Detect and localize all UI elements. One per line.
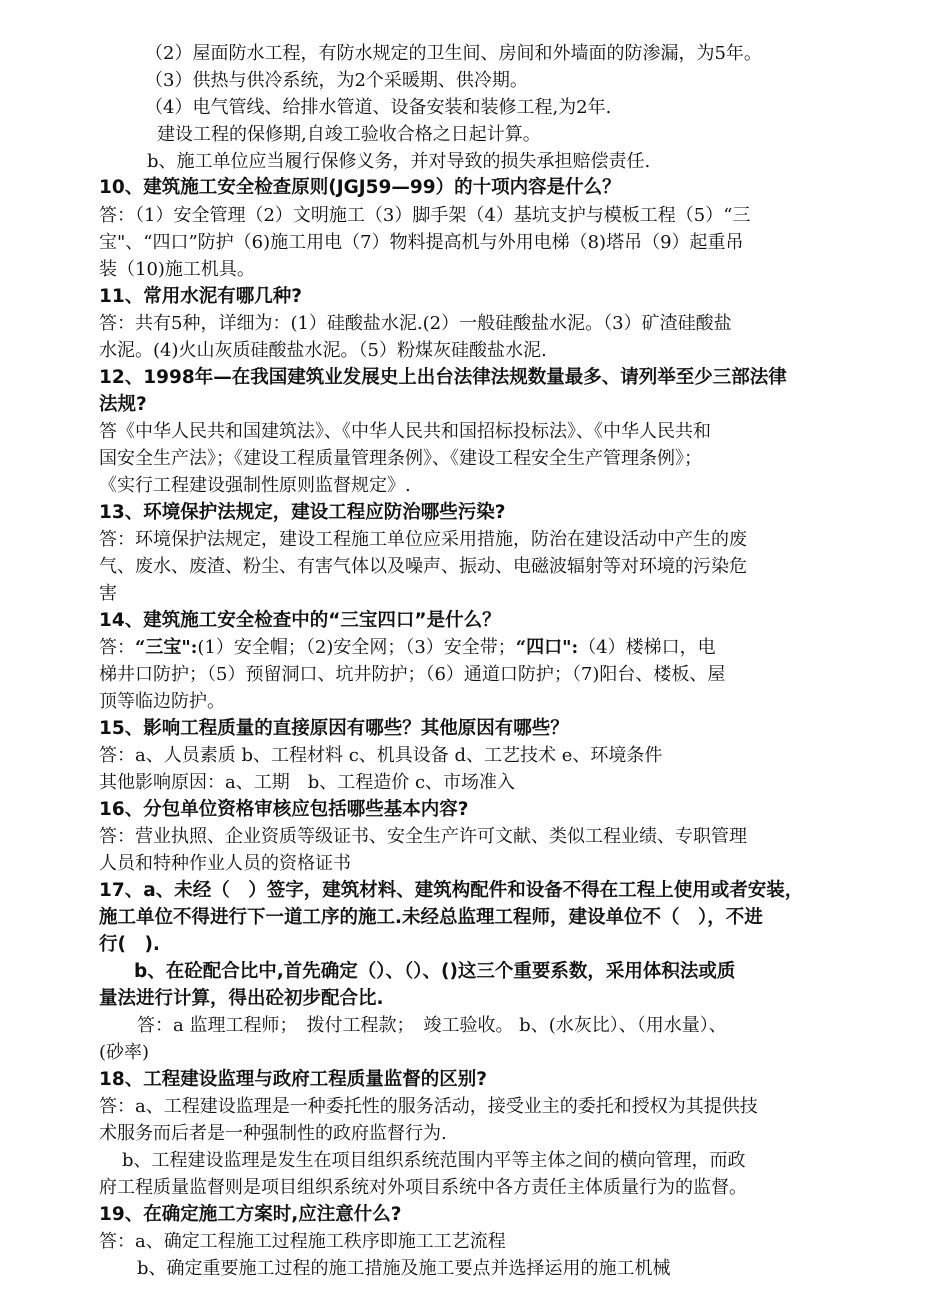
question-16: 16、分包单位资格审核应包括哪些基本内容? (99, 799, 469, 820)
answer-line: 答：a、确定工程施工过程施工秩序即施工工艺流程 (99, 1231, 506, 1252)
answer-line: 府工程质量监督则是项目组织系统对外项目系统中各方责任主体质量行为的监督。 (99, 1177, 747, 1198)
answer-line: 人员和特种作业人员的资格证书 (99, 853, 351, 874)
answer-line: 答：共有5种，详细为：(1）硅酸盐水泥.(2）一般硅酸盐水泥。（3）矿渣硅酸盐 (99, 313, 732, 334)
text-line: b、施工单位应当履行保修义务，并对导致的损失承担赔偿责任. (147, 151, 651, 172)
question-10: 10、建筑施工安全检查原则(JGJ59—99）的十项内容是什么？ (99, 177, 621, 198)
question-17a-cont: 行( ). (99, 934, 160, 955)
question-15: 15、影响工程质量的直接原因有哪些？其他原因有哪些？ (99, 718, 569, 739)
answer-line: b、确定重要施工过程的施工措施及施工要点并选择运用的施工机械 (137, 1258, 671, 1279)
answer-line: 答：a、工程建设监理是一种委托性的服务活动，接受业主的委托和授权为其提供技 (99, 1096, 758, 1117)
answer-line: 答：a、人员素质 b、工程材料 c、机具设备 d、工艺技术 e、环境条件 (99, 745, 663, 766)
answer-line: 答：（1）安全管理（2）文明施工（3）脚手架（4）基坑支护与模板工程（5）“三 (99, 205, 751, 226)
answer-line: (砂率) (99, 1042, 150, 1063)
question-12: 12、1998年—在我国建筑业发展史上出台法律法规数量最多、请列举至少三部法律 (99, 367, 787, 388)
question-17a: 17、a、未经（ ）签字，建筑材料、建筑构配件和设备不得在工程上使用或者安装， (99, 880, 804, 901)
question-14: 14、建筑施工安全检查中的“三宝四口”是什么？ (99, 610, 501, 631)
four-openings-label: “四口": (515, 637, 579, 658)
answer-line: 《实行工程建设强制性原则监督规定》. (99, 475, 411, 496)
answer-line: 装（10)施工机具。 (99, 259, 255, 280)
three-treasures-label: “三宝": (135, 637, 198, 658)
question-18: 18、工程建设监理与政府工程质量监督的区别? (99, 1069, 487, 1090)
answer-line: 答：营业执照、企业资质等级证书、安全生产许可文献、类似工程业绩、专职管理 (99, 826, 747, 847)
question-17b: b、在砼配合比中,首先确定（）、（）、()这三个重要系数，采用体积法或质 (134, 961, 736, 982)
question-11: 11、常用水泥有哪几种? (99, 286, 302, 307)
text-line: （4）电气管线、给排水管道、设备安装和装修工程,为2年. (145, 97, 612, 118)
answer-line (99, 635, 716, 661)
answer-line: 顶等临边防护。 (99, 691, 225, 712)
answer-line: 答《中华人民共和国建筑法》、《中华人民共和国招标投标法》、《中华人民共和 (99, 421, 711, 442)
answer-line: 害 (99, 583, 117, 604)
answer-line: 术服务而后者是一种强制性的政府监督行为. (99, 1123, 447, 1144)
answer-line: 答：环境保护法规定，建设工程施工单位应采用措施，防治在建设活动中产生的废 (99, 529, 747, 550)
answer-line: 水泥。(4)火山灰质硅酸盐水泥。（5）粉煤灰硅酸盐水泥. (99, 340, 547, 361)
answer-line: b、工程建设监理是发生在项目组织系统范围内平等主体之间的横向管理，而政 (122, 1150, 746, 1171)
question-12-cont: 法规? (99, 394, 147, 415)
question-13: 13、环境保护法规定，建设工程应防治哪些污染? (99, 502, 506, 523)
answer-line: 梯井口防护；（5）预留洞口、坑井防护；（6）通道口防护；（7)阳台、楼板、屋 (99, 664, 726, 685)
three-treasures-items: (1）安全帽；（2)安全网；（3）安全带； (197, 637, 516, 658)
text-line: 建设工程的保修期,自竣工验收合格之日起计算。 (157, 124, 541, 145)
answer-line: 宝"、“四口”防护（6)施工用电（7）物料提高机与外用电梯（8)塔吊（9）起重吊 (99, 232, 744, 253)
four-openings-items: （4）楼梯口，电 (578, 637, 716, 658)
answer-line: 气、废水、废渣、粉尘、有害气体以及噪声、振动、电磁波辐射等对环境的污染危 (99, 556, 747, 577)
text-line: （2）屋面防水工程，有防水规定的卫生间、房间和外墙面的防渗漏，为5年。 (145, 43, 762, 64)
question-19: 19、在确定施工方案时,应注意什么? (99, 1204, 402, 1225)
answer-line: 国安全生产法》；《建设工程质量管理条例》、《建设工程安全生产管理条例》； (99, 448, 702, 469)
question-17a-cont: 施工单位不得进行下一道工序的施工.未经总监理工程师，建设单位不（ ），不进 (99, 907, 763, 928)
answer-prefix: 答： (99, 637, 135, 658)
text-line: （3）供热与供冷系统，为2个采暖期、供冷期。 (145, 70, 528, 91)
question-17b-cont: 量法进行计算，得出砼初步配合比. (99, 988, 384, 1009)
answer-line: 其他影响原因：a、工期 b、工程造价 c、市场准入 (99, 772, 516, 793)
answer-line: 答：a 监理工程师； 拨付工程款； 竣工验收。 b、(水灰比）、（用水量）、 (137, 1015, 727, 1036)
